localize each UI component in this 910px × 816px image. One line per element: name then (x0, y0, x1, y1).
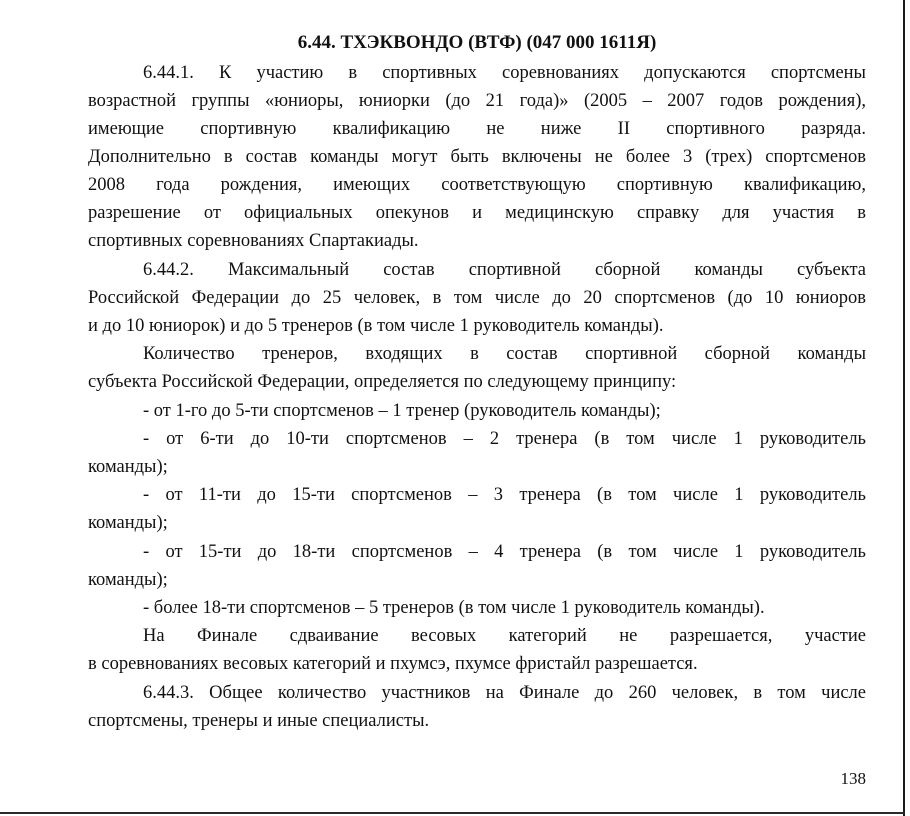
text-line: команды); (88, 570, 168, 590)
text-line: команды); (88, 457, 168, 477)
list-item: - от 6-ти до 10-ти спортсменов – 2 тренера (в том числе 1 руководитель (143, 429, 866, 449)
text-line: Количество тренеров, входящих в состав спортивной сборной команды (143, 344, 866, 364)
text-line: субъекта Российской Федерации, определяется по следующему принципу: (88, 372, 677, 392)
text-line: 6.44.1. К участию в спортивных соревнованиях допускаются спортсмены (143, 63, 866, 83)
text-line: Дополнительно в состав команды могут быть включены не более 3 (трех) спортсменов (88, 147, 866, 167)
text-line: спортсмены, тренеры и иные специалисты. (88, 711, 430, 731)
section-heading: 6.44. ТХЭКВОНДО (ВТФ) (047 000 1611Я) (297, 32, 657, 53)
text-line: 6.44.2. Максимальный состав спортивной сборной команды субъекта (143, 260, 866, 280)
text-line: возрастной группы «юниоры, юниорки (до 21 года)» (2005 – 2007 годов рождения), (88, 91, 866, 111)
page-number: 138 (840, 769, 866, 788)
text-line: команды); (88, 513, 168, 533)
page-border-right (903, 0, 905, 816)
text-line: 2008 года рождения, имеющих соответствующую спортивную квалификацию, (88, 175, 866, 195)
list-item: - от 11-ти до 15-ти спортсменов – 3 тренера (в том числе 1 руководитель (143, 485, 866, 505)
text-line: спортивных соревнованиях Спартакиады. (88, 231, 419, 251)
list-item: - более 18-ти спортсменов – 5 тренеров (в том числе 1 руководитель команды). (143, 598, 765, 618)
text-line: разрешение от официальных опекунов и медицинскую справку для участия в (88, 203, 866, 223)
text-line: и до 10 юниорок) и до 5 тренеров (в том числе 1 руководитель команды). (88, 316, 664, 336)
list-item: - от 15-ти до 18-ти спортсменов – 4 тренера (в том числе 1 руководитель (143, 542, 866, 562)
text-line: имеющие спортивную квалификацию не ниже II спортивного разряда. (88, 119, 866, 139)
text-line: На Финале сдваивание весовых категорий не разрешается, участие (143, 626, 866, 646)
page-border-bottom (0, 812, 905, 814)
list-item: - от 1-го до 5-ти спортсменов – 1 тренер (руководитель команды); (143, 401, 661, 421)
text-line: Российской Федерации до 25 человек, в том числе до 20 спортсменов (до 10 юниоров (88, 288, 866, 308)
text-line: 6.44.3. Общее количество участников на Финале до 260 человек, в том числе (143, 683, 866, 703)
text-line: в соревнованиях весовых категорий и пхумсэ, пхумсе фристайл разрешается. (88, 654, 698, 674)
